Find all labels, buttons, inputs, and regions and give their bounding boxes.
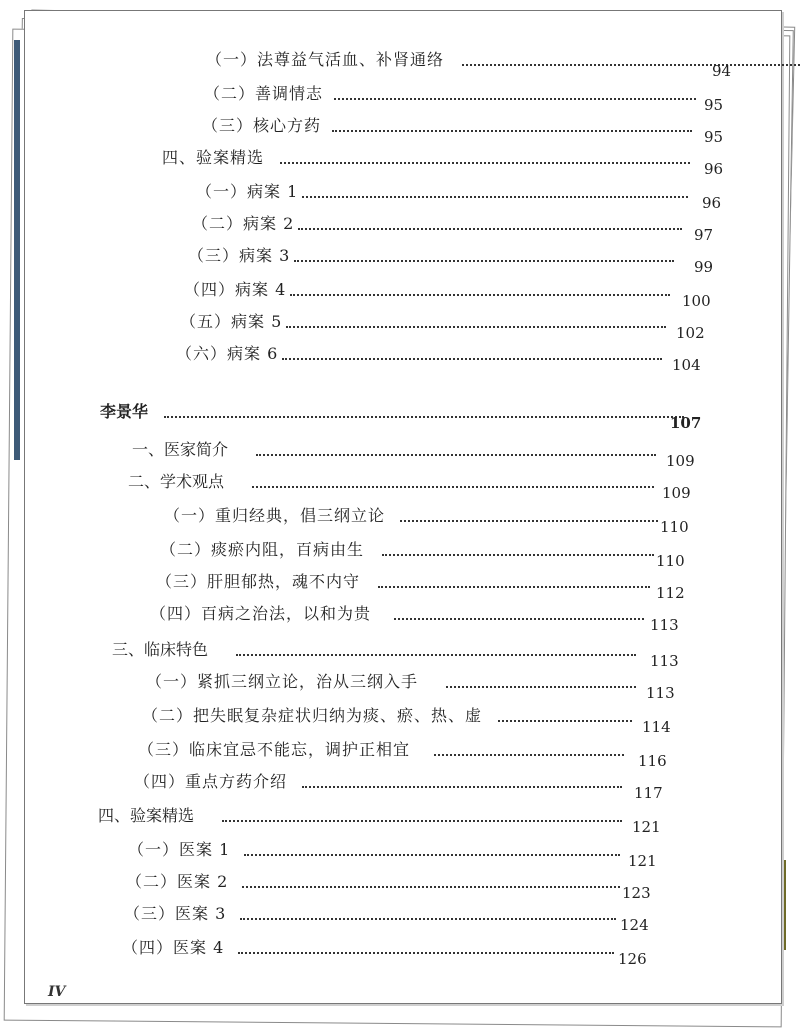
dot-leader: [302, 196, 688, 198]
dot-leader: [244, 854, 620, 856]
toc-entry-page: 113: [646, 684, 675, 702]
toc-entry-label: （二）病案 2: [192, 214, 295, 233]
toc-entry-label: （三）病案 3: [188, 246, 291, 265]
toc-entry-page: 107: [670, 414, 702, 432]
toc-entry-label: （二）痰瘀内阻，百病由生: [160, 540, 365, 559]
toc-entry-label: （一）重归经典，倡三纲立论: [164, 506, 386, 525]
toc-entry-label: （二）把失眠复杂症状归纳为痰、瘀、热、虚: [142, 706, 483, 725]
dot-leader: [256, 454, 656, 456]
toc-entry-label: （三）医案 3: [124, 904, 227, 923]
dot-leader: [298, 228, 682, 230]
toc-entry-page: 121: [628, 852, 657, 870]
toc-entry-page: 102: [676, 324, 705, 342]
dot-leader: [282, 358, 662, 360]
dot-leader: [332, 130, 692, 132]
dot-leader: [294, 260, 674, 262]
toc-entry-label: （四）病案 4: [184, 280, 287, 299]
toc-entry-page: 123: [622, 884, 651, 902]
toc-entry-label: 李景华: [100, 402, 149, 421]
dot-leader: [286, 326, 666, 328]
dot-leader: [240, 918, 616, 920]
dot-leader: [446, 686, 636, 688]
toc-entry-label: 二、学术观点: [128, 472, 225, 491]
dot-leader: [400, 520, 658, 522]
toc-entry-page: 110: [660, 518, 689, 536]
toc-entry-page: 113: [650, 616, 679, 634]
toc-entry-page: 94: [712, 62, 732, 80]
toc-entry-page: 110: [656, 552, 685, 570]
toc-entry-page: 114: [642, 718, 671, 736]
toc-entry-label: （一）病案 1: [196, 182, 299, 201]
dot-leader: [462, 64, 800, 66]
toc-entry-page: 112: [656, 584, 685, 602]
dot-leader: [290, 294, 670, 296]
toc-entry-page: 113: [650, 652, 679, 670]
dot-leader: [498, 720, 632, 722]
toc-entry-page: 96: [702, 194, 722, 212]
toc-entry-page: 109: [662, 484, 691, 502]
dot-leader: [334, 98, 696, 100]
toc-entry-page: 116: [638, 752, 667, 770]
toc-entry-label: 四、验案精选: [162, 148, 265, 167]
toc-entry-label: 一、医家简介: [132, 440, 229, 459]
toc-entry-label: （二）医案 2: [126, 872, 229, 891]
toc-entry-label: （三）核心方药: [202, 116, 322, 135]
toc-entry-label: （五）病案 5: [180, 312, 283, 331]
toc-entry-label: 三、临床特色: [112, 640, 209, 659]
toc-entry-label: （三）肝胆郁热，魂不内守: [156, 572, 361, 591]
dot-leader: [236, 654, 636, 656]
toc-entry-label: （二）善调情志: [204, 84, 324, 103]
dot-leader: [302, 786, 622, 788]
toc-entry-label: （六）病案 6: [176, 344, 279, 363]
dot-leader: [378, 586, 650, 588]
toc-entry-page: 109: [666, 452, 695, 470]
toc-entry-page: 100: [682, 292, 711, 310]
dot-leader: [238, 952, 614, 954]
toc-entry-page: 121: [632, 818, 661, 836]
dot-leader: [394, 618, 644, 620]
toc-entry-page: 95: [704, 96, 724, 114]
toc-entry-page: 99: [694, 258, 714, 276]
toc-entry-label: （三）临床宜忌不能忘，调护正相宜: [138, 740, 411, 759]
dot-leader: [164, 416, 684, 418]
toc-entry-page: 95: [704, 128, 724, 146]
dot-leader: [382, 554, 654, 556]
toc-entry-page: 97: [694, 226, 714, 244]
toc-entry-label: （四）重点方药介绍: [134, 772, 288, 791]
dot-leader: [252, 486, 654, 488]
toc-entry-page: 117: [634, 784, 663, 802]
toc-entry-label: （四）医案 4: [122, 938, 225, 957]
dot-leader: [222, 820, 622, 822]
toc-entry-label: （四）百病之治法，以和为贵: [150, 604, 372, 623]
page-folio: IV: [48, 984, 66, 1000]
toc-entry-label: （一）医案 1: [128, 840, 231, 859]
toc-entry-page: 126: [618, 950, 647, 968]
dot-leader: [434, 754, 624, 756]
toc-entry-label: 四、验案精选: [98, 806, 195, 825]
dot-leader: [242, 886, 620, 888]
toc-entry-page: 96: [704, 160, 724, 178]
toc-entry-label: （一）紧抓三纲立论，治从三纲入手: [146, 672, 419, 691]
toc-entry-page: 104: [672, 356, 701, 374]
toc-entry-label: （一）法尊益气活血、补肾通络: [206, 50, 445, 69]
dot-leader: [280, 162, 690, 164]
toc-entry-page: 124: [620, 916, 649, 934]
